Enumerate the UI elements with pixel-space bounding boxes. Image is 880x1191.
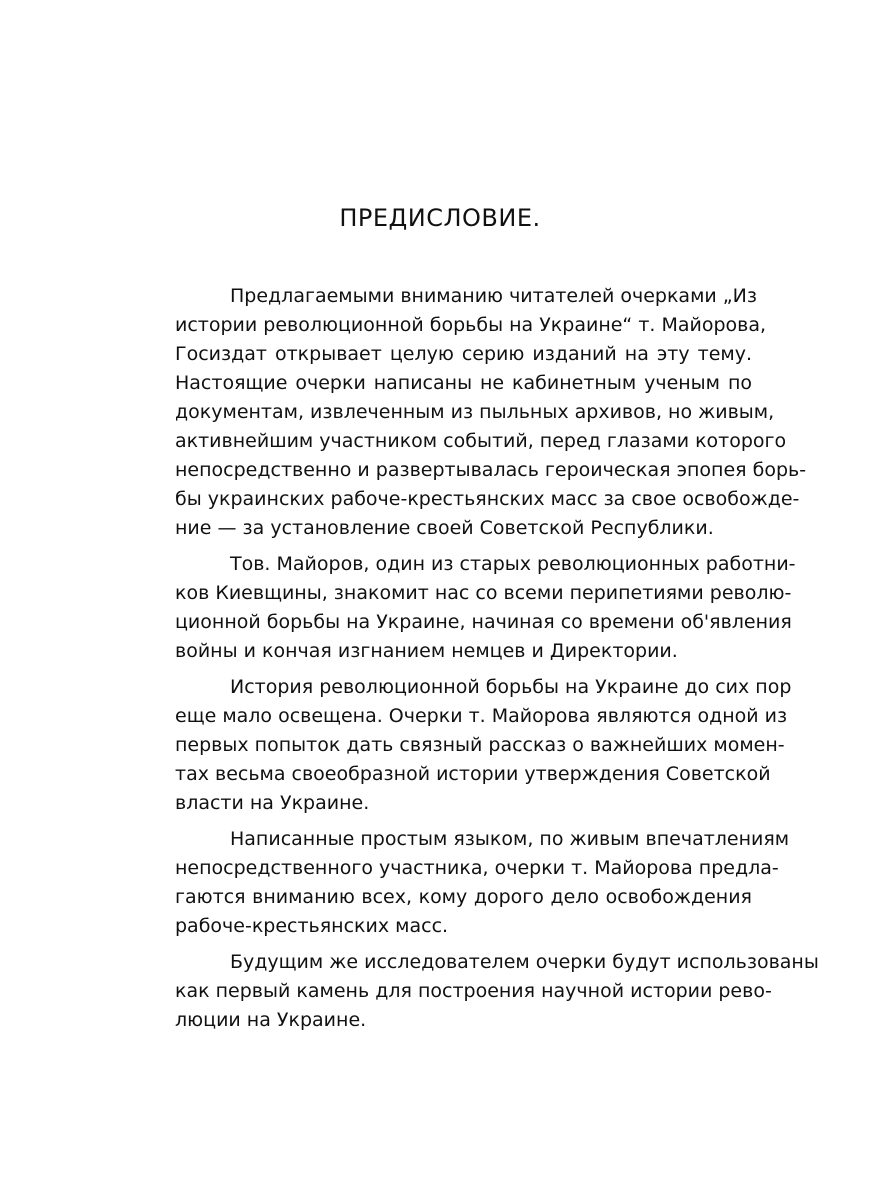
text-line: как первый камень для построения научной истории рево- (175, 980, 772, 1002)
text-line: активнейшим участником событий, перед глазами которого (175, 430, 787, 452)
text-line: войны и кончая изгнанием немцев и Директории. (175, 640, 678, 662)
text-line: Настоящие очерки написаны не кабинетным ученым по (175, 372, 752, 394)
text-line: тах весьма своеобразной истории утверждения Советской (175, 763, 771, 785)
text-line: История революционной борьбы на Украине до сих пор (230, 676, 792, 698)
text-line: еще мало освещена. Очерки т. Майорова являются одной из (175, 705, 788, 727)
paragraph-1 (120, 282, 807, 543)
text-line: рабоче-крестьянских масс. (175, 915, 449, 937)
text-line: Предлагаемыми вниманию читателей очерками „Из (230, 285, 757, 307)
text-line: документам, извлеченным из пыльных архивов, но живым, (175, 401, 775, 423)
text-line: ние — за установление своей Советской Республики. (175, 517, 714, 539)
paragraph-3 (120, 673, 792, 818)
paragraph-2 (120, 550, 796, 666)
text-line: Госиздат открывает целую серию изданий на эту тему. (175, 343, 752, 365)
text-line: люции на Украине. (175, 1009, 367, 1031)
text-line: гаются вниманию всех, кому дорого дело освобождения (175, 886, 752, 908)
text-line: непосредственно и развертывалась героическая эпопея борь- (175, 459, 807, 481)
text-line: Написанные простым языком, по живым впечатлениям (230, 828, 790, 850)
text-line: власти на Украине. (175, 792, 370, 814)
text-line: ков Киевщины, знакомит нас со всеми перипетиями револю- (175, 582, 792, 604)
paragraph-5 (120, 948, 819, 1035)
text-line: Тов. Майоров, один из старых революционных работни- (230, 553, 796, 575)
text-line: непосредственного участника, очерки т. Майорова предла- (175, 857, 779, 879)
text-line: ционной борьбы на Украине, начиная со времени об'явления (175, 611, 792, 633)
page-title: ПРЕДИСЛОВИЕ. (339, 204, 541, 232)
document-body (120, 282, 819, 1042)
text-line: Будущим же исследователем очерки будут использованы (230, 951, 819, 973)
text-line: первых попыток дать связный рассказ о важнейших момен- (175, 734, 785, 756)
text-line: истории революционной борьбы на Украине“ т. Майорова, (175, 314, 767, 336)
text-line: бы украинских рабоче-крестьянских масс за свое освобожде- (175, 488, 800, 510)
paragraph-4 (120, 825, 790, 941)
